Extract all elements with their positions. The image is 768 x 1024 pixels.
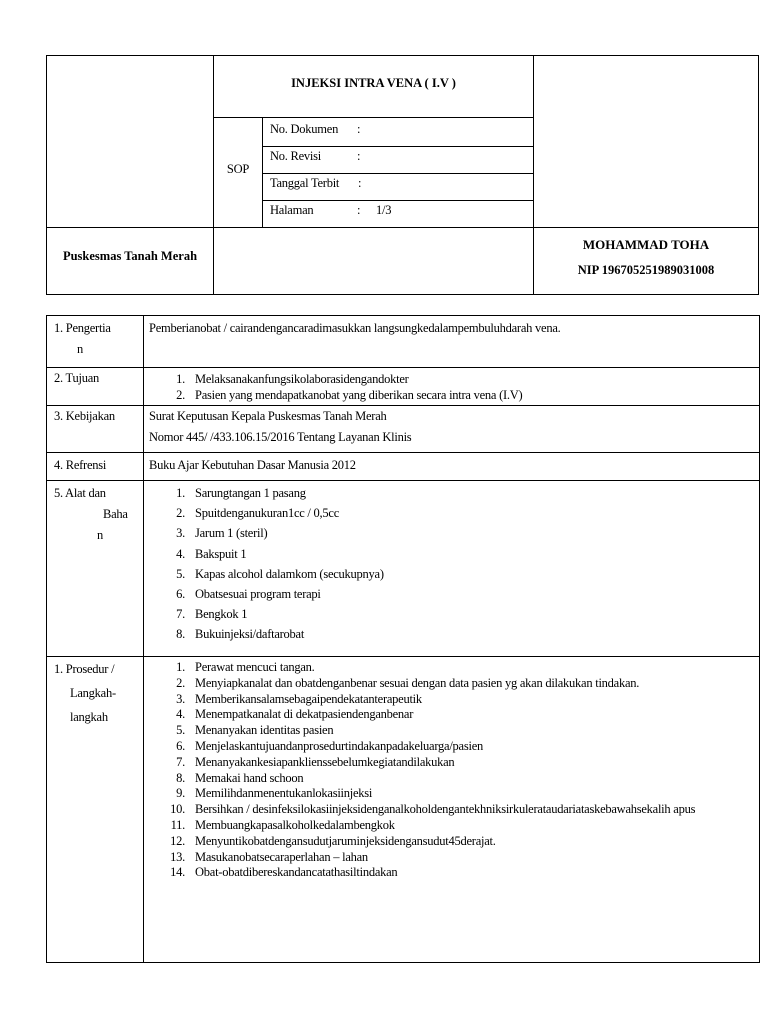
section-text: Surat Keputusan Kepala Puskesmas Tanah Merah (149, 409, 387, 423)
section-label-cell (47, 316, 144, 368)
list-item: 3. Memberikansalamsebagaipendekatanterapeutik (176, 691, 422, 706)
meta-separator: : (358, 176, 362, 190)
list-item: 11. Membuangkapasalkoholkedalambengkok (170, 817, 395, 832)
list-item: 7. Menanyakankesiapanklienssebelumkegiatandilakukan (176, 754, 455, 769)
section-label-cell (47, 453, 144, 481)
list-item: 13. Masukanobatsecaraperlahan – lahan (170, 849, 368, 864)
section-label: 3. Kebijakan (54, 409, 115, 423)
signatory-nip: NIP 196705251989031008 (577, 263, 715, 277)
section-label: Langkah- (70, 686, 116, 700)
alat-bahan-list (149, 483, 759, 645)
list-item: 8. Memakai hand schoon (176, 770, 304, 785)
list-item: 10. Bersihkan / desinfeksilokasiinjeksidenganalkoholdengantekhniksirkulerataudariataskebawahsekalih apus (170, 802, 696, 817)
list-item: 2. Spuitdenganukuran1cc / 0,5cc (176, 506, 339, 521)
section-text: Pemberianobat / cairandengancaradimasukkan langsungkedalampembuluhdarah vena. (149, 321, 561, 335)
section-label: 1. Pengertia (54, 321, 111, 335)
list-item: 5. Kapas alcohol dalamkom (secukupnya) (176, 566, 384, 581)
list-item: 6. Obatsesuai program terapi (176, 587, 321, 602)
section-row-kebijakan (47, 406, 760, 453)
meta-divider-2 (262, 173, 534, 174)
section-content-cell (144, 406, 760, 453)
section-label: n (77, 342, 83, 356)
section-label: 1. Prosedur / (54, 662, 115, 676)
section-content-cell (144, 481, 760, 657)
meta-label: Tanggal Terbit (270, 176, 340, 190)
list-item: 4. Bakspuit 1 (176, 546, 247, 561)
signatory-name: MOHAMMAD TOHA (582, 237, 710, 252)
section-content-cell (144, 453, 760, 481)
meta-label: No. Revisi (270, 149, 321, 163)
tujuan-list (149, 371, 759, 403)
section-content-cell (144, 368, 760, 406)
meta-separator: : (357, 149, 361, 163)
section-label: langkah (70, 710, 108, 724)
meta-divider-3 (262, 200, 534, 201)
header-border-top (46, 55, 759, 56)
meta-separator: : (357, 203, 361, 217)
meta-value: 1/3 (376, 203, 392, 217)
header-divider-right (533, 55, 534, 295)
section-label-cell (47, 406, 144, 453)
list-item: 8. Bukuinjeksi/daftarobat (176, 627, 305, 642)
header-border-right (758, 55, 759, 295)
institution-name: Puskesmas Tanah Merah (62, 249, 198, 263)
header-mid-divider (46, 227, 759, 228)
list-item: 7. Bengkok 1 (176, 607, 248, 622)
section-content-cell (144, 316, 760, 368)
list-item: 4. Menempatkanalat di dekatpasiendenganbenar (176, 707, 414, 722)
list-item: 5. Menanyakan identitas pasien (176, 723, 334, 738)
section-row-refrensi (47, 453, 760, 481)
list-item: 12. Menyuntikobatdengansudutjaruminjeksidengansudut45derajat. (170, 833, 496, 848)
prosedur-list (149, 660, 759, 881)
sop-label: SOP (226, 162, 250, 176)
section-row-alat-bahan (47, 481, 760, 657)
list-item: 2. Pasien yang mendapatkanobat yang diberikan secara intra vena (I.V) (176, 388, 523, 402)
section-label: Baha (103, 507, 128, 521)
section-row-prosedur (47, 657, 760, 963)
list-item: 1. Sarungtangan 1 pasang (176, 486, 306, 500)
section-label: n (97, 528, 103, 542)
sop-content-table (46, 315, 760, 963)
section-label-cell (47, 368, 144, 406)
header-border-bottom (46, 294, 759, 295)
list-item: 1. Melaksanakanfungsikolaborasidengandokter (176, 372, 409, 386)
section-label: 4. Refrensi (54, 458, 107, 472)
list-item: 2. Menyiapkanalat dan obatdenganbenar sesuai dengan data pasien yg akan dilakukan tindakan. (176, 675, 640, 690)
meta-label: Halaman (270, 203, 314, 217)
document-title: INJEKSI INTRA VENA ( I.V ) (291, 76, 456, 90)
section-row-pengertian (47, 316, 760, 368)
section-label-cell (47, 481, 144, 657)
list-item: 14. Obat-obatdibereskandancatathasiltindakan (170, 865, 398, 880)
section-label-cell (47, 657, 144, 963)
list-item: 9. Memilihdanmenentukanlokasiinjeksi (176, 786, 373, 801)
section-label: 5. Alat dan (54, 486, 106, 500)
meta-separator: : (357, 122, 361, 136)
section-label: 2. Tujuan (54, 371, 99, 385)
list-item: 6. Menjelaskantujuandanprosedurtindakanpadakeluarga/pasien (176, 738, 483, 753)
section-text: Buku Ajar Kebutuhan Dasar Manusia 2012 (149, 458, 356, 472)
section-row-tujuan (47, 368, 760, 406)
meta-label: No. Dokumen (270, 122, 339, 136)
list-item: 1. Perawat mencuci tangan. (176, 660, 315, 674)
meta-divider-1 (262, 146, 534, 147)
section-content-cell (144, 657, 760, 963)
section-text: Nomor 445/ /433.106.15/2016 Tentang Layanan Klinis (149, 430, 412, 444)
list-item: 3. Jarum 1 (steril) (176, 526, 268, 541)
